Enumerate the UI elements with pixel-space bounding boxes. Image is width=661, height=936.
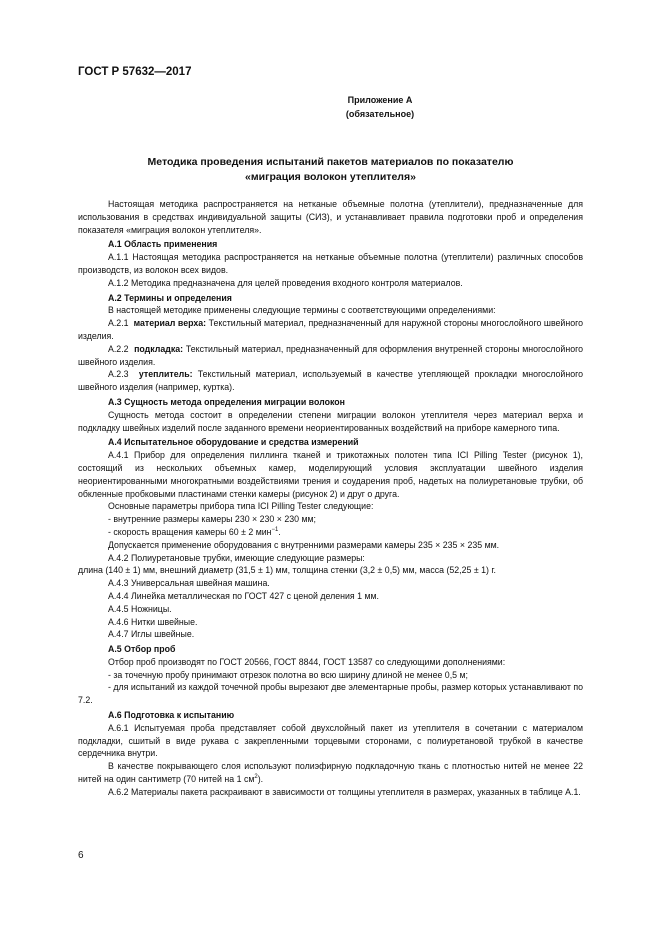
- clause-a2-1-number: А.2.1: [108, 318, 129, 329]
- definition-lining: Текстильный материал, предназначенный для оформления внутренней стороны многослойного швейного изделия.: [78, 343, 583, 367]
- section-a6-heading: А.6 Подготовка к испытанию: [108, 710, 235, 721]
- clause-a6-1: А.6.1 Испытуемая проба представляет собой двухслойный пакет из утеплителя в сочетании с материалом подкладки, сшитый в виде рукава с закрепленными торцевыми сторонами, с полиуретановой трубкой в качестве сердечника внутри.: [78, 722, 583, 759]
- speed-exponent: −1: [271, 527, 279, 533]
- clause-a4-5: А.4.5 Ножницы.: [108, 603, 172, 614]
- term-insulation: утеплитель:: [138, 369, 193, 380]
- term-outer-material: материал верха:: [133, 318, 207, 329]
- clause-a3-text: Сущность метода состоит в определении степени миграции волокон утеплителя через материал верха и подкладку швейных изделий после заданного времени неориентированных воздействий на приборе камерного типа.: [78, 409, 583, 433]
- clause-a4-6: А.4.6 Нитки швейные.: [108, 616, 198, 627]
- cover-layer-exponent: 2: [254, 774, 258, 781]
- clause-a2-2: [78, 343, 583, 369]
- clause-a2-intro: В настоящей методике применены следующие термины с соответствующими определениями:: [108, 305, 496, 316]
- clause-a1-1: А.1.1 Настоящая методика распространяется на нетканые объемные полотна (утеплители) различных способов производств, из волокон всех видов.: [78, 252, 583, 275]
- term-lining: подкладка:: [134, 343, 184, 354]
- section-a1-heading: А.1 Область применения: [108, 239, 218, 250]
- clause-a2-1: [78, 317, 583, 343]
- page-number: 6: [78, 850, 84, 861]
- section-a5-heading: А.5 Отбор проб: [108, 644, 176, 655]
- annex-title-line2: «миграция волокон утеплителя»: [245, 171, 416, 183]
- annex-label-block: [300, 93, 460, 121]
- clause-a4-1-dims: - внутренние размеры камеры 230 × 230 × 230 мм;: [108, 514, 317, 525]
- clause-a1-2: А.1.2 Методика предназначена для целей проведения входного контроля материалов.: [108, 277, 463, 288]
- clause-a6-2: А.6.2 Материалы пакета раскраивают в зависимости от толщины утеплителя в размерах, указанных в таблице А.1.: [108, 786, 581, 797]
- annex-label: Приложение А: [347, 95, 413, 105]
- annex-status: (обязательное): [345, 109, 415, 119]
- intro-paragraph: Настоящая методика распространяется на нетканые объемные полотна (утеплители), предназначенные для использования в средствах индивидуальной защиты (СИЗ), и устанавливает правила подготовки проб и определения показателя «миграция волокон утеплителя».: [78, 199, 583, 235]
- section-a4-heading: А.4 Испытательное оборудование и средства измерений: [108, 437, 359, 448]
- clause-a4-1-speed: [78, 526, 583, 539]
- clause-a4-1: А.4.1 Прибор для определения пиллинга тканей и трикотажных полотен типа ICI Pilling Tester (рисунок 1), состоящий из нескольких объемных камер, моделирующий условия эксплуатации швейного изделия неориентированными многократными воздействиями трения и соударения проб, надетых на полиуретановые трубки, об обкленные пробковыми пластинами стенки камеры (рисунок 2) и друг о друга.: [78, 450, 583, 499]
- clause-a6-1b: [78, 760, 583, 786]
- clause-a2-3-number: А.2.3: [108, 369, 129, 380]
- definition-outer-material: Текстильный материал, предназначенный для наружной стороны многослойного швейного изделия.: [78, 318, 584, 341]
- cover-layer-end: ).: [257, 774, 264, 785]
- clause-a2-3: [78, 368, 583, 394]
- clause-a4-7: А.4.7 Иглы швейные.: [108, 629, 195, 640]
- clause-a4-2: А.4.2 Полиуретановые трубки, имеющие следующие размеры:: [108, 552, 365, 563]
- document-body: [78, 198, 583, 799]
- cover-layer-text: В качестве покрывающего слоя используют полиэфирную подкладочную ткань с плотностью нитей не менее 22 нитей на один сантиметр (70 нитей на 1 см: [78, 761, 583, 785]
- definition-insulation: Текстильный материал, используемый в качестве утепляющей прокладки многослойного швейного изделия (например, куртка).: [78, 369, 584, 393]
- speed-text: - скорость вращения камеры 60 ± 2 мин: [108, 526, 272, 537]
- speed-end: .: [278, 526, 281, 537]
- clause-a4-1-params: Основные параметры прибора типа ICI Pilling Tester следующие:: [108, 501, 374, 512]
- clause-a4-1-allowed: Допускается применение оборудования с внутренними размерами камеры 235 × 235 × 235 мм.: [108, 539, 500, 550]
- clause-a5-item1: - за точечную пробу принимают отрезок полотна во всю ширину длиной не менее 0,5 м;: [108, 669, 468, 680]
- clause-a5-text: Отбор проб производят по ГОСТ 20566, ГОСТ 8844, ГОСТ 13587 со следующими дополнениями:: [108, 656, 506, 667]
- clause-a4-4: А.4.4 Линейка металлическая по ГОСТ 427 с ценой деления 1 мм.: [108, 590, 379, 601]
- clause-a2-2-number: А.2.2: [108, 343, 129, 354]
- section-a2-heading: А.2 Термины и определения: [108, 292, 232, 303]
- annex-title: [78, 155, 583, 185]
- clause-a5-item2: - для испытаний из каждой точечной пробы вырезают две элементарные пробы, размер которых устанавливают по 7.2.: [78, 682, 583, 706]
- annex-title-line1: Методика проведения испытаний пакетов материалов по показателю: [147, 156, 514, 168]
- section-a3-heading: А.3 Сущность метода определения миграции волокон: [108, 396, 345, 407]
- clause-a4-2-dims: длина (140 ± 1) мм, внешний диаметр (31,5 ± 1) мм, толщина стенки (3,2 ± 0,5) мм, масса (52,25 ± 1) г.: [78, 565, 496, 576]
- document-code-header: ГОСТ Р 57632—2017: [78, 66, 192, 78]
- clause-a4-3: А.4.3 Универсальная швейная машина.: [108, 578, 270, 589]
